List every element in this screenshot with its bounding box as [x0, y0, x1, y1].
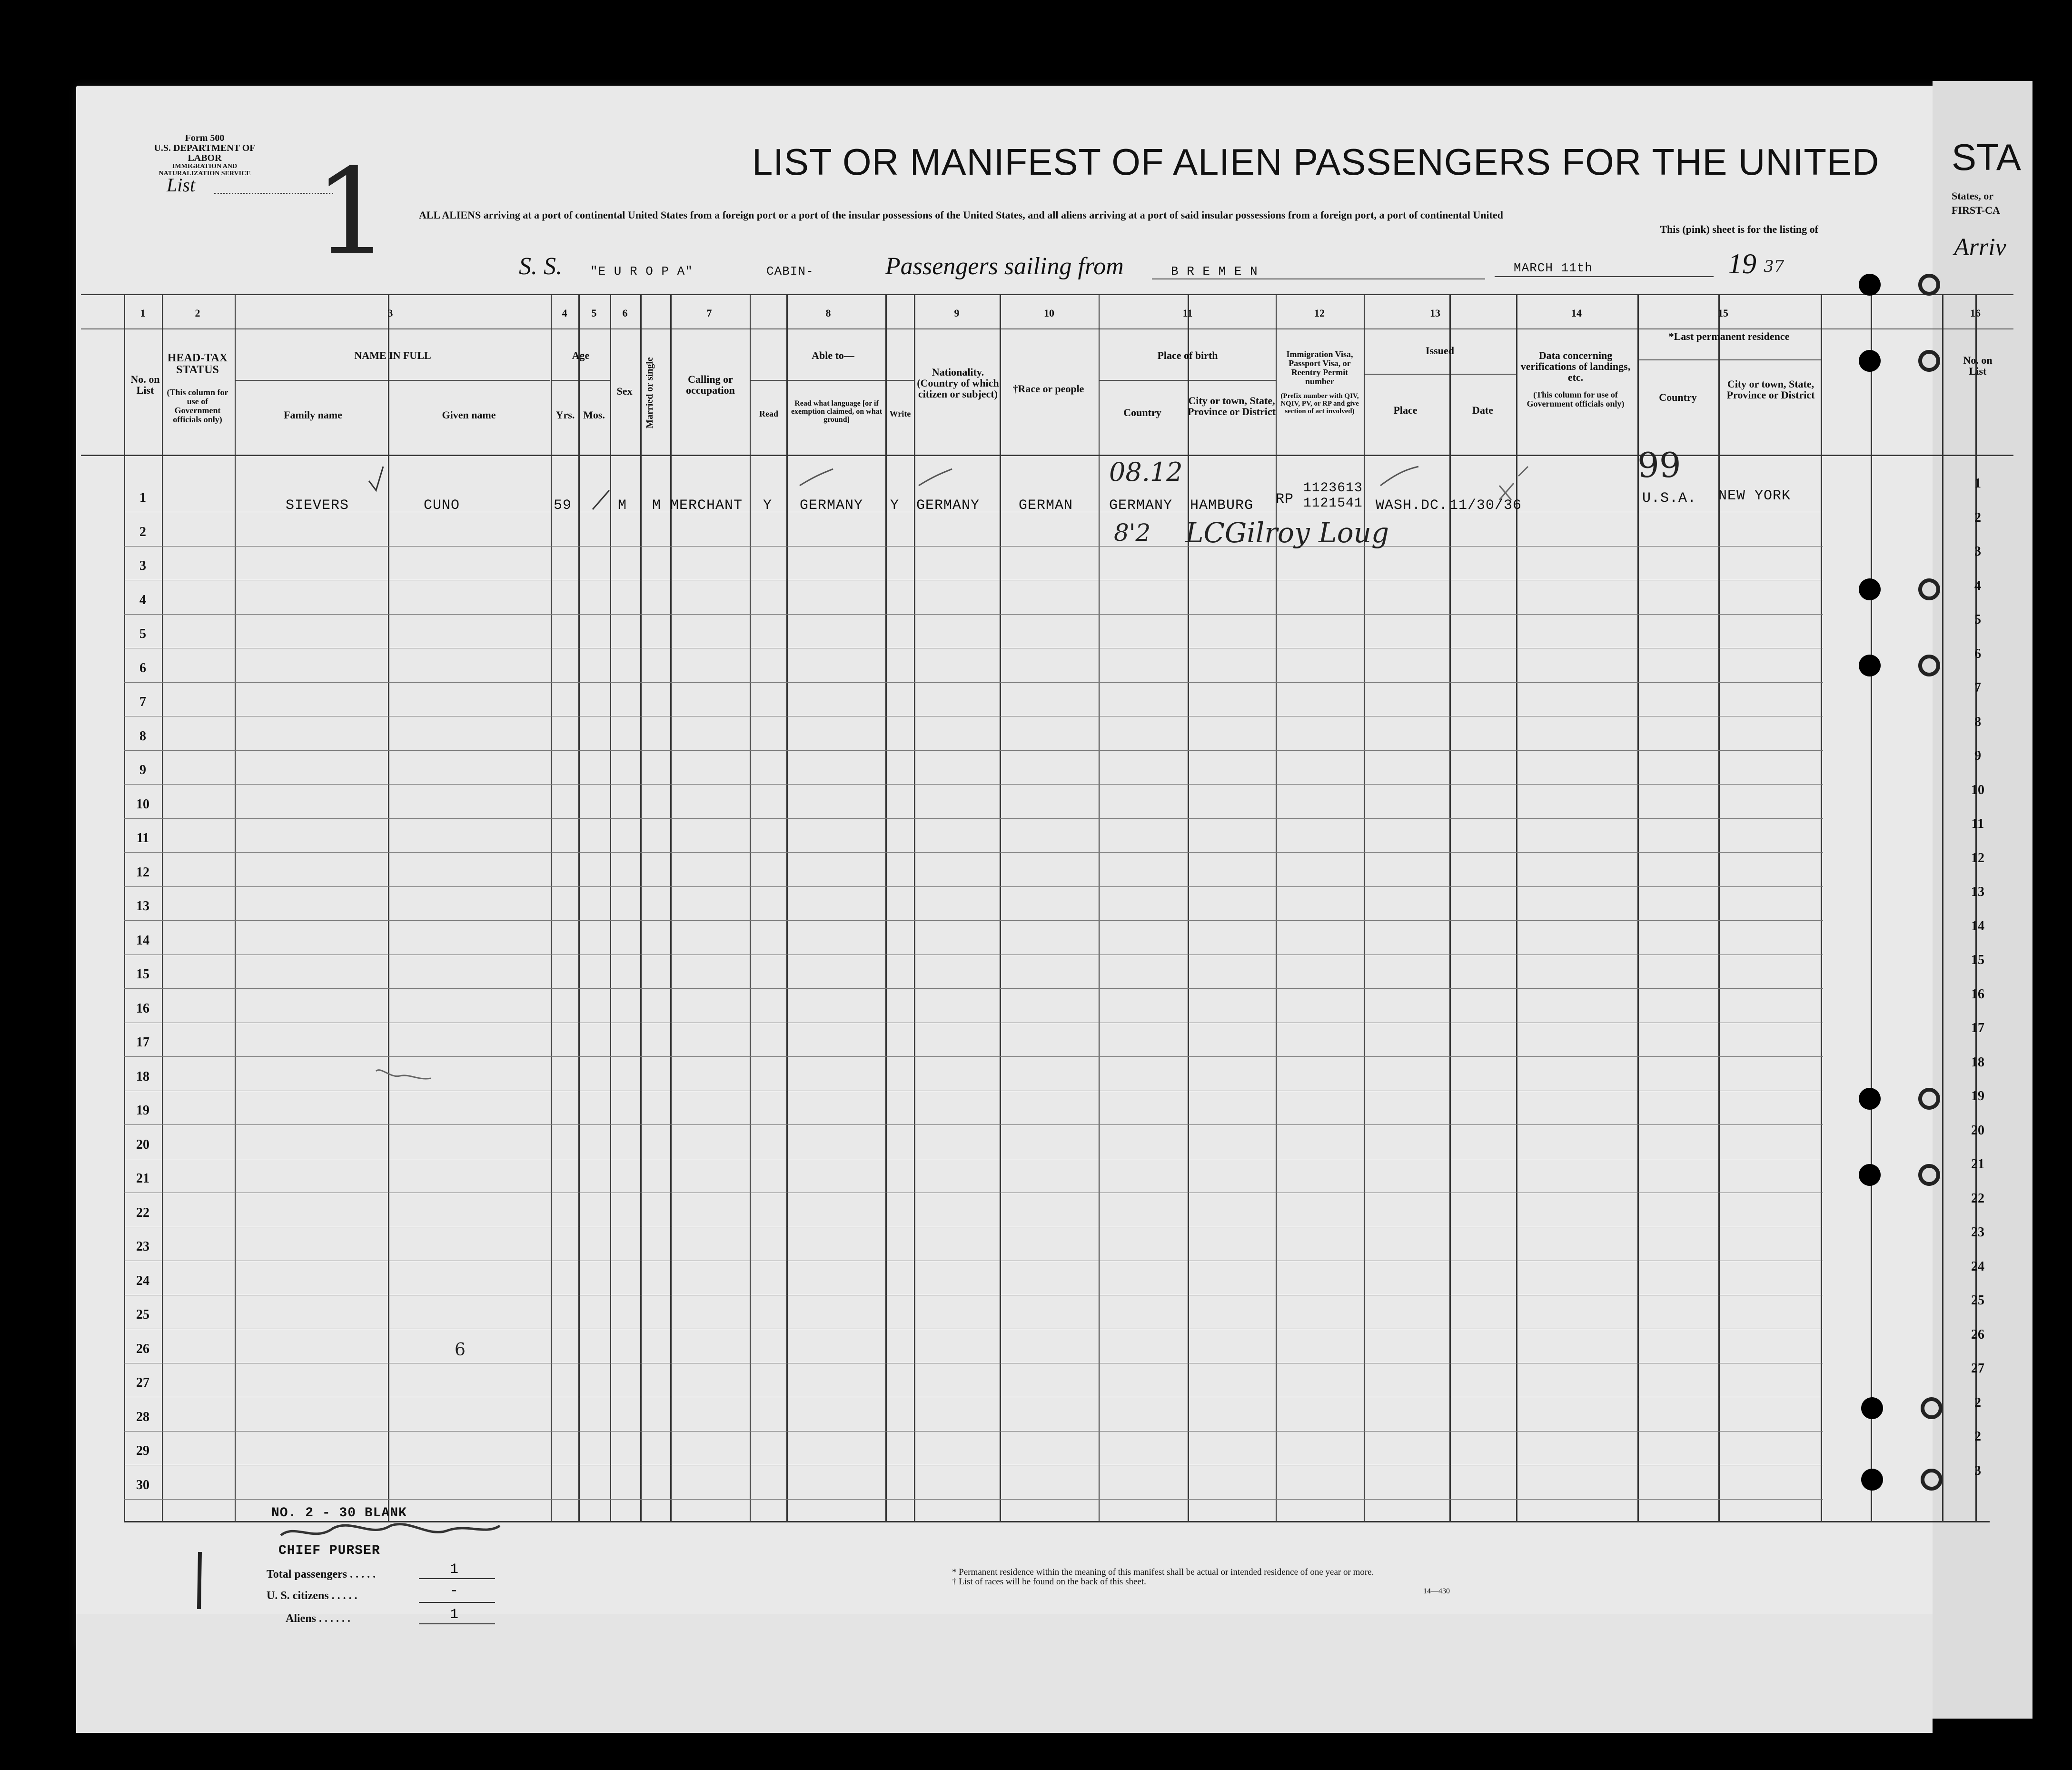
handwritten-note-0812: 08.12: [1109, 457, 1183, 487]
x-mark-data: [1499, 483, 1514, 500]
row-number: 4: [139, 592, 146, 607]
right-row-number: 18: [1971, 1054, 1984, 1070]
ss-label: S. S.: [519, 253, 562, 280]
passenger-nationality: GERMANY: [916, 497, 980, 514]
passenger-issued-date: 11/30/36: [1449, 497, 1522, 514]
handwritten-note-82: 8'2: [1114, 519, 1151, 547]
column-number: 12: [1314, 307, 1325, 319]
row-number: 15: [136, 967, 149, 982]
header-race: †Race or people: [1012, 383, 1084, 395]
row-number: 5: [139, 626, 146, 641]
footer-aliens-underline: [419, 1623, 495, 1624]
passenger-occupation: MERCHANT: [670, 497, 743, 514]
right-row-number: 14: [1971, 918, 1984, 934]
punch-hole: [1859, 655, 1881, 676]
punch-hole: [1861, 1469, 1883, 1491]
handwritten-99: 99: [1637, 445, 1681, 485]
header-nationality: Nationality. (Country of which citizen or subject): [917, 366, 999, 400]
punch-hole-ring: [1918, 655, 1940, 676]
right-row-number: 24: [1971, 1259, 1984, 1274]
column-number: 3: [387, 307, 393, 319]
row-number: 6: [139, 660, 146, 676]
right-row-number: 13: [1971, 885, 1984, 899]
column-number: 9: [954, 307, 960, 319]
header-head-tax-note: (This column for use of Government officials only): [167, 388, 228, 424]
column-number: 8: [825, 307, 831, 319]
header-sex: Sex: [616, 385, 633, 397]
sailing-label: Passengers sailing from: [885, 253, 1124, 280]
column-number: 13: [1430, 307, 1440, 319]
row-number: 17: [136, 1035, 149, 1050]
handwritten-6: 6: [455, 1340, 466, 1360]
row-number: 18: [136, 1069, 149, 1084]
header-no-on-list-right: No. on List: [1963, 354, 1993, 378]
row-number: 24: [136, 1273, 149, 1288]
punch-hole-ring: [1918, 274, 1940, 296]
right-row-number: 2: [1974, 510, 1981, 525]
check-mark-data: [1518, 467, 1528, 476]
footer-aliens-value: 1: [450, 1607, 459, 1623]
header-birth-country: Country: [1123, 407, 1161, 418]
header-read-what: Read what language [or if exemption claimed, on what ground]: [791, 399, 882, 424]
right-row-number: 4: [1974, 578, 1981, 593]
right-row-number: 9: [1974, 748, 1981, 763]
header-visa: Immigration Visa, Passport Visa, or Reentry Permit number: [1286, 349, 1353, 386]
row-number: 16: [136, 1001, 149, 1016]
column-number: 7: [706, 307, 712, 319]
header-given-name: Given name: [442, 409, 496, 421]
row-number: 7: [139, 695, 146, 709]
punch-hole: [1859, 578, 1881, 600]
passenger-sex: M: [618, 497, 627, 514]
passenger-age-years: 59: [554, 497, 572, 514]
page-title-continued: STA: [1952, 136, 2021, 178]
passenger-can-write: Y: [890, 497, 900, 514]
row-number: 12: [136, 865, 149, 880]
row-number: 26: [136, 1341, 149, 1356]
right-row-number: 11: [1971, 816, 1984, 831]
column-number: 14: [1571, 307, 1582, 319]
form-number: Form 500 U.S. DEPARTMENT OF LABOR IMMIGRATION AND NATURALIZATION SERVICE: [154, 133, 256, 177]
right-row-number: 20: [1971, 1123, 1984, 1138]
right-row-number: 21: [1971, 1157, 1984, 1172]
row-number: 22: [136, 1205, 149, 1220]
right-row-number: 26: [1971, 1327, 1984, 1342]
header-yrs: Yrs.: [555, 409, 575, 421]
right-row-number: 1: [1974, 476, 1981, 491]
column-number: 4: [562, 307, 567, 319]
right-row-number: 23: [1971, 1225, 1984, 1240]
punch-hole-ring: [1918, 1088, 1940, 1110]
header-issued-place: Place: [1393, 404, 1418, 416]
right-row-number: 3: [1974, 544, 1981, 559]
header-data-note: (This column for use of Government officials only): [1527, 390, 1625, 408]
check-mark-family: [369, 467, 383, 490]
right-row-number: 3: [1974, 1463, 1981, 1478]
header-family-name: Family name: [284, 409, 342, 421]
passenger-birth-country: GERMANY: [1109, 497, 1173, 514]
subtitle: ALL ALIENS arriving at a port of continental United States from a foreign port or a port of the insular possessions of the United States, and all aliens arriving at a port of said insular possessions from a foreign port, a port of continental United: [419, 209, 1503, 221]
passenger-residence-country: U.S.A.: [1642, 490, 1697, 507]
right-row-number: 2: [1974, 1395, 1981, 1410]
row-number: 11: [136, 831, 149, 845]
row-number: 21: [136, 1171, 149, 1186]
row-number: 30: [136, 1477, 149, 1492]
right-row-number: 12: [1971, 850, 1984, 865]
right-row-number: 22: [1971, 1191, 1984, 1206]
check-mark-language: [800, 469, 833, 486]
left-margin-mark: [199, 1552, 200, 1609]
column-number: 1: [140, 307, 146, 319]
row-number: 27: [136, 1375, 149, 1390]
right-row-number: 17: [1971, 1021, 1984, 1035]
row-number: 13: [136, 899, 149, 914]
subtitle-pink: This (pink) sheet is for the listing of: [1660, 223, 1818, 235]
header-able-to: Able to—: [812, 349, 854, 361]
list-label: List: [167, 174, 196, 196]
right-row-number: 10: [1971, 782, 1984, 797]
header-last-residence: *Last permanent residence: [1668, 330, 1790, 342]
check-mark-nationality: [919, 469, 952, 486]
footer-form-code: 14—430: [1423, 1587, 1450, 1595]
right-row-number: 5: [1974, 612, 1981, 627]
header-birth-city: City or town, State, Province or District: [1188, 395, 1276, 418]
header-calling: Calling or occupation: [686, 373, 735, 397]
footer-blank-note: NO. 2 - 30 BLANK: [271, 1506, 407, 1521]
punch-hole: [1859, 274, 1881, 296]
header-mos: Mos.: [583, 409, 605, 421]
row-number: 9: [139, 763, 146, 777]
footer-aliens-label: Aliens . . . . . .: [286, 1612, 351, 1625]
ship-name: "E U R O P A": [590, 264, 693, 278]
header-issued-date: Date: [1472, 404, 1493, 416]
row-number: 23: [136, 1239, 149, 1254]
punch-hole-ring: [1918, 578, 1940, 600]
column-number: 10: [1044, 307, 1054, 319]
scribble-row18: [376, 1070, 431, 1079]
right-row-number: 6: [1974, 646, 1981, 661]
footer-total-underline: [419, 1578, 495, 1579]
footer-citizens-label: U. S. citizens . . . . .: [267, 1590, 357, 1602]
punch-hole-ring: [1921, 1397, 1943, 1419]
footer-citizens-value: -: [450, 1583, 459, 1599]
footer-total-value: 1: [450, 1561, 459, 1578]
right-row-number: 27: [1971, 1361, 1984, 1376]
passenger-given-name: CUNO: [424, 497, 460, 514]
passenger-can-read: Y: [763, 497, 773, 514]
right-small-2: FIRST-CA: [1952, 204, 2000, 216]
footer-note-residence: * Permanent residence within the meaning of this manifest shall be actual or intended residence of one year or more.: [952, 1567, 1374, 1577]
row-number: 25: [136, 1307, 149, 1322]
column-number: 2: [195, 307, 200, 319]
passenger-family-name: SIEVERS: [286, 497, 349, 514]
passenger-issued-place: WASH.DC.: [1376, 497, 1448, 514]
row-number: 28: [136, 1409, 149, 1424]
handwritten-signature-note: LCGilroy Loug: [1185, 517, 1389, 549]
row-number: 3: [139, 558, 146, 573]
row-number: 10: [136, 796, 149, 812]
header-res-city: City or town, State, Province or District: [1726, 378, 1815, 401]
right-row-number: 15: [1971, 953, 1984, 967]
header-age: Age: [572, 349, 590, 361]
sailing-date: MARCH 11th: [1514, 261, 1593, 275]
purser-signature: [281, 1524, 500, 1535]
row-number: 2: [139, 524, 146, 539]
right-row-number: 8: [1974, 714, 1981, 729]
page-title: LIST OR MANIFEST OF ALIEN PASSENGERS FOR THE UNITED: [752, 141, 1880, 183]
passenger-visa-number-1: 1123613: [1303, 481, 1363, 496]
row-number: 1: [139, 490, 146, 505]
row-number: 14: [136, 933, 149, 948]
row-number: 19: [136, 1103, 149, 1118]
column-number: 6: [622, 307, 628, 319]
year-handwritten: 37: [1764, 257, 1784, 276]
header-issued: Issued: [1426, 345, 1454, 357]
cabin-class: CABIN-: [766, 264, 814, 278]
year-prefix: 19: [1728, 248, 1756, 279]
passenger-visa-prefix: RP: [1276, 491, 1294, 507]
footer-citizens-underline: [419, 1602, 495, 1603]
header-write: Write: [889, 409, 911, 418]
column-number: 16: [1970, 307, 1981, 319]
arrival-label: Arriv: [1954, 234, 2006, 261]
header-married: Married or single: [644, 357, 655, 428]
right-row-number: 19: [1971, 1089, 1984, 1104]
column-number: 11: [1182, 307, 1193, 319]
header-res-country: Country: [1659, 391, 1697, 403]
column-number: 5: [591, 307, 597, 319]
punch-hole-ring: [1918, 350, 1940, 372]
check-mark-age: [593, 490, 609, 509]
row-number: 29: [136, 1443, 149, 1458]
passenger-language: GERMANY: [800, 497, 863, 514]
passenger-visa-number-2: 1121541: [1303, 496, 1363, 511]
header-name-in-full: NAME IN FULL: [354, 349, 431, 361]
footer-chief-purser: CHIEF PURSER: [278, 1543, 380, 1558]
header-no-on-list: No. on List: [130, 373, 160, 397]
header-read: Read: [759, 409, 778, 418]
passenger-residence-city: NEW YORK: [1718, 488, 1791, 504]
header-visa-note: (Prefix number with QIV, NQIV, PV, or RP and give section of act involved): [1280, 392, 1359, 415]
right-row-number: 7: [1974, 680, 1981, 695]
list-number-handwritten: 1: [314, 143, 390, 281]
right-small-1: States, or: [1952, 190, 1993, 202]
passenger-birth-city: HAMBURG: [1190, 497, 1254, 514]
departure-port: B R E M E N: [1171, 264, 1258, 278]
punch-hole: [1859, 1164, 1881, 1186]
punch-hole: [1859, 350, 1881, 372]
passenger-race: GERMAN: [1019, 497, 1073, 514]
punch-hole-ring: [1921, 1469, 1943, 1491]
column-number: 15: [1718, 307, 1728, 319]
header-head-tax: HEAD-TAX STATUS: [167, 352, 228, 377]
punch-hole: [1861, 1397, 1883, 1419]
check-mark-issued: [1380, 467, 1418, 486]
footer-total-label: Total passengers . . . . .: [267, 1568, 376, 1581]
row-number: 8: [139, 728, 146, 744]
punch-hole: [1859, 1088, 1881, 1110]
right-row-number: 16: [1971, 986, 1984, 1002]
punch-hole-ring: [1918, 1164, 1940, 1186]
header-data-concerning: Data concerning verifications of landings, etc.: [1520, 349, 1631, 384]
row-number: 20: [136, 1137, 149, 1152]
right-row-number: 2: [1974, 1429, 1981, 1444]
header-place-of-birth: Place of birth: [1157, 349, 1218, 361]
right-row-number: 25: [1971, 1293, 1984, 1308]
passenger-marital: M: [652, 497, 662, 514]
footer-note-races: † List of races will be found on the back of this sheet.: [952, 1577, 1146, 1587]
